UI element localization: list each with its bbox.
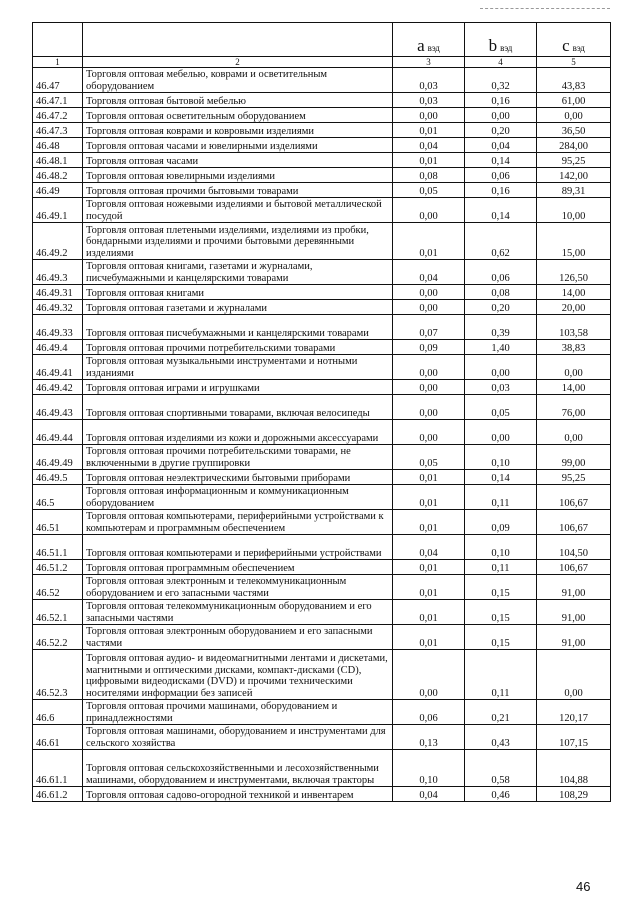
table-row: [33, 260, 611, 285]
row-name: Торговля оптовая часами: [83, 153, 393, 168]
header-b-var: b: [488, 35, 498, 55]
row-b-value: 0,10: [465, 445, 537, 470]
row-a-value: 0,09: [393, 340, 465, 355]
row-a-value: 0,06: [393, 700, 465, 725]
column-index-3: 3: [393, 57, 465, 68]
row-a-value: 0,08: [393, 168, 465, 183]
table-row: [33, 183, 611, 198]
row-b-value: 0,21: [465, 700, 537, 725]
row-a-value: 0,01: [393, 600, 465, 625]
table-row: [33, 300, 611, 315]
row-a-value: 0,00: [393, 380, 465, 395]
row-a-value: 0,00: [393, 198, 465, 223]
row-a-value: 0,00: [393, 355, 465, 380]
row-c-value: 95,25: [537, 470, 611, 485]
row-name: Торговля оптовая прочими бытовыми товарами: [83, 183, 393, 198]
row-b-value: 0,05: [465, 395, 537, 420]
row-name: Торговля оптовая бытовой мебелью: [83, 93, 393, 108]
column-index-5: 5: [537, 57, 611, 68]
row-b-value: 0,62: [465, 223, 537, 260]
row-a-value: 0,01: [393, 485, 465, 510]
row-a-value: 0,05: [393, 183, 465, 198]
table-row: [33, 700, 611, 725]
row-c-value: 38,83: [537, 340, 611, 355]
row-c-value: 99,00: [537, 445, 611, 470]
table-row: [33, 285, 611, 300]
row-c-value: 104,88: [537, 750, 611, 787]
row-code: 46.47.3: [33, 123, 83, 138]
row-b-value: 0,32: [465, 68, 537, 93]
row-a-value: 0,00: [393, 650, 465, 700]
table-row: [33, 380, 611, 395]
table-row: [33, 138, 611, 153]
row-name: Торговля оптовая писчебумажными и канцелярскими товарами: [83, 315, 393, 340]
column-index-row: [33, 57, 611, 68]
table-row: [33, 168, 611, 183]
table-row: [33, 340, 611, 355]
row-c-value: 10,00: [537, 198, 611, 223]
row-c-value: 0,00: [537, 420, 611, 445]
row-a-value: 0,01: [393, 223, 465, 260]
row-code: 46.47: [33, 68, 83, 93]
table-row: [33, 600, 611, 625]
row-c-value: 108,29: [537, 787, 611, 802]
row-name: Торговля оптовая машинами, оборудованием и инструментами для сельского хозяйства: [83, 725, 393, 750]
row-a-value: 0,00: [393, 285, 465, 300]
table-row: [33, 470, 611, 485]
row-code: 46.49.5: [33, 470, 83, 485]
row-b-value: 0,11: [465, 560, 537, 575]
row-name: Торговля оптовая книгами, газетами и журналами, писчебумажными и канцелярскими товарами: [83, 260, 393, 285]
row-name: Торговля оптовая компьютерами, периферийными устройствами к компьютерам и программным обеспечением: [83, 510, 393, 535]
table-row: [33, 445, 611, 470]
row-b-value: 0,03: [465, 380, 537, 395]
row-code: 46.49.42: [33, 380, 83, 395]
row-c-value: 14,00: [537, 380, 611, 395]
row-code: 46.48.2: [33, 168, 83, 183]
row-b-value: 1,40: [465, 340, 537, 355]
row-a-value: 0,01: [393, 153, 465, 168]
header-c-cell: [537, 23, 611, 57]
row-c-value: 106,67: [537, 560, 611, 575]
row-a-value: 0,04: [393, 535, 465, 560]
row-code: 46.49.32: [33, 300, 83, 315]
row-name: Торговля оптовая изделиями из кожи и дорожными аксессуарами: [83, 420, 393, 445]
row-code: 46.49.44: [33, 420, 83, 445]
row-code: 46.49.4: [33, 340, 83, 355]
row-code: 46.49.2: [33, 223, 83, 260]
row-a-value: 0,01: [393, 470, 465, 485]
table-row: [33, 153, 611, 168]
row-b-value: 0,06: [465, 168, 537, 183]
column-index-2: 2: [83, 57, 393, 68]
row-code: 46.51: [33, 510, 83, 535]
row-c-value: 0,00: [537, 355, 611, 380]
row-name: Торговля оптовая телекоммуникационным оборудованием и его запасными частями: [83, 600, 393, 625]
table-row: [33, 560, 611, 575]
row-name: Торговля оптовая плетеными изделиями, изделиями из пробки, бондарными изделиями и прочими бытовыми деревянными изделиями: [83, 223, 393, 260]
row-c-value: 43,83: [537, 68, 611, 93]
row-name: Торговля оптовая информационным и коммуникационным оборудованием: [83, 485, 393, 510]
row-b-value: 0,08: [465, 285, 537, 300]
row-c-value: 76,00: [537, 395, 611, 420]
row-code: 46.52.3: [33, 650, 83, 700]
row-a-value: 0,01: [393, 575, 465, 600]
row-c-value: 284,00: [537, 138, 611, 153]
header-c-var: c: [562, 35, 570, 55]
row-a-value: 0,00: [393, 300, 465, 315]
row-code: 46.49.31: [33, 285, 83, 300]
row-b-value: 0,11: [465, 485, 537, 510]
row-name: Торговля оптовая книгами: [83, 285, 393, 300]
row-c-value: 104,50: [537, 535, 611, 560]
row-c-value: 0,00: [537, 650, 611, 700]
row-a-value: 0,13: [393, 725, 465, 750]
row-name: Торговля оптовая осветительным оборудованием: [83, 108, 393, 123]
row-name: Торговля оптовая аудио- и видеомагнитными лентами и дискетами, магнитными и оптическими дисками, компакт-дисками (CD), цифровыми видеодисками (DVD) и прочими техническими носителями информации без записей: [83, 650, 393, 700]
row-code: 46.48.1: [33, 153, 83, 168]
row-b-value: 0,15: [465, 625, 537, 650]
row-code: 46.47.1: [33, 93, 83, 108]
row-b-value: 0,14: [465, 470, 537, 485]
row-name: Торговля оптовая компьютерами и периферийными устройствами: [83, 535, 393, 560]
header-name-cell: [83, 23, 393, 57]
row-code: 46.49.49: [33, 445, 83, 470]
table-row: [33, 650, 611, 700]
row-name: Торговля оптовая прочими машинами, оборудованием и принадлежностями: [83, 700, 393, 725]
row-c-value: 120,17: [537, 700, 611, 725]
table-row: [33, 223, 611, 260]
row-b-value: 0,00: [465, 108, 537, 123]
row-name: Торговля оптовая ювелирными изделиями: [83, 168, 393, 183]
row-b-value: 0,09: [465, 510, 537, 535]
row-name: Торговля оптовая неэлектрическими бытовыми приборами: [83, 470, 393, 485]
row-b-value: 0,20: [465, 123, 537, 138]
row-code: 46.49.43: [33, 395, 83, 420]
row-c-value: 126,50: [537, 260, 611, 285]
row-c-value: 36,50: [537, 123, 611, 138]
row-b-value: 0,39: [465, 315, 537, 340]
table-row: [33, 315, 611, 340]
row-a-value: 0,07: [393, 315, 465, 340]
row-name: Торговля оптовая прочими потребительскими товарами, не включенными в другие группировки: [83, 445, 393, 470]
row-c-value: 91,00: [537, 600, 611, 625]
row-b-value: 0,16: [465, 183, 537, 198]
row-b-value: 0,00: [465, 355, 537, 380]
row-a-value: 0,00: [393, 420, 465, 445]
header-a-cell: [393, 23, 465, 57]
row-c-value: 103,58: [537, 315, 611, 340]
table-row: [33, 395, 611, 420]
table-row: [33, 485, 611, 510]
row-c-value: 91,00: [537, 625, 611, 650]
row-name: Торговля оптовая садово-огородной техникой и инвентарем: [83, 787, 393, 802]
row-a-value: 0,01: [393, 510, 465, 535]
header-c-sub: вэд: [572, 42, 585, 53]
row-code: 46.61.1: [33, 750, 83, 787]
row-name: Торговля оптовая газетами и журналами: [83, 300, 393, 315]
row-a-value: 0,00: [393, 395, 465, 420]
row-name: Торговля оптовая электронным оборудованием и его запасными частями: [83, 625, 393, 650]
row-name: Торговля оптовая мебелью, коврами и осветительным оборудованием: [83, 68, 393, 93]
row-a-value: 0,10: [393, 750, 465, 787]
row-b-value: 0,06: [465, 260, 537, 285]
row-a-value: 0,03: [393, 93, 465, 108]
table-row: [33, 750, 611, 787]
table-row: [33, 93, 611, 108]
row-c-value: 106,67: [537, 510, 611, 535]
table-row: [33, 535, 611, 560]
row-c-value: 89,31: [537, 183, 611, 198]
table-row: [33, 510, 611, 535]
row-c-value: 20,00: [537, 300, 611, 315]
row-name: Торговля оптовая ножевыми изделиями и бытовой металлической посудой: [83, 198, 393, 223]
row-c-value: 142,00: [537, 168, 611, 183]
row-code: 46.47.2: [33, 108, 83, 123]
row-a-value: 0,05: [393, 445, 465, 470]
row-a-value: 0,04: [393, 787, 465, 802]
row-code: 46.61: [33, 725, 83, 750]
table-row: [33, 355, 611, 380]
row-code: 46.6: [33, 700, 83, 725]
row-a-value: 0,01: [393, 625, 465, 650]
row-b-value: 0,15: [465, 575, 537, 600]
row-code: 46.52.2: [33, 625, 83, 650]
row-c-value: 15,00: [537, 223, 611, 260]
row-c-value: 107,15: [537, 725, 611, 750]
row-name: Торговля оптовая сельскохозяйственными и лесохозяйственными машинами, оборудованием и инструментами, включая тракторы: [83, 750, 393, 787]
row-name: Торговля оптовая программным обеспечением: [83, 560, 393, 575]
row-code: 46.52.1: [33, 600, 83, 625]
row-name: Торговля оптовая часами и ювелирными изделиями: [83, 138, 393, 153]
row-code: 46.49.41: [33, 355, 83, 380]
row-code: 46.49.33: [33, 315, 83, 340]
row-code: 46.61.2: [33, 787, 83, 802]
row-code: 46.51.1: [33, 535, 83, 560]
row-name: Торговля оптовая музыкальными инструментами и нотными изданиями: [83, 355, 393, 380]
row-a-value: 0,04: [393, 260, 465, 285]
table-row: [33, 123, 611, 138]
row-b-value: 0,14: [465, 153, 537, 168]
table-row: [33, 787, 611, 802]
column-index-4: 4: [465, 57, 537, 68]
row-b-value: 0,04: [465, 138, 537, 153]
header-b-cell: [465, 23, 537, 57]
table-row: [33, 725, 611, 750]
row-c-value: 95,25: [537, 153, 611, 168]
row-a-value: 0,04: [393, 138, 465, 153]
row-b-value: 0,10: [465, 535, 537, 560]
header-b-sub: вэд: [500, 42, 513, 53]
row-c-value: 106,67: [537, 485, 611, 510]
row-b-value: 0,58: [465, 750, 537, 787]
row-code: 46.52: [33, 575, 83, 600]
row-b-value: 0,46: [465, 787, 537, 802]
header-code-cell: [33, 23, 83, 57]
row-c-value: 14,00: [537, 285, 611, 300]
header-a-sub: вэд: [427, 42, 440, 53]
page-number: 46: [576, 879, 591, 894]
row-c-value: 61,00: [537, 93, 611, 108]
table-row: [33, 625, 611, 650]
table-row: [33, 575, 611, 600]
row-b-value: 0,11: [465, 650, 537, 700]
header-a-var: a: [417, 35, 425, 55]
row-b-value: 0,14: [465, 198, 537, 223]
table-row: [33, 198, 611, 223]
row-b-value: 0,15: [465, 600, 537, 625]
table-row: [33, 68, 611, 93]
scan-artifact-line: [480, 8, 610, 9]
coefficients-table: [32, 22, 611, 802]
row-name: Торговля оптовая играми и игрушками: [83, 380, 393, 395]
row-c-value: 0,00: [537, 108, 611, 123]
row-a-value: 0,01: [393, 560, 465, 575]
header-row: [33, 23, 611, 57]
row-b-value: 0,20: [465, 300, 537, 315]
row-code: 46.49.1: [33, 198, 83, 223]
table-row: [33, 108, 611, 123]
row-code: 46.48: [33, 138, 83, 153]
column-index-1: 1: [33, 57, 83, 68]
row-b-value: 0,43: [465, 725, 537, 750]
row-name: Торговля оптовая коврами и ковровыми изделиями: [83, 123, 393, 138]
row-code: 46.5: [33, 485, 83, 510]
row-code: 46.49.3: [33, 260, 83, 285]
row-code: 46.51.2: [33, 560, 83, 575]
row-code: 46.49: [33, 183, 83, 198]
row-name: Торговля оптовая прочими потребительскими товарами: [83, 340, 393, 355]
row-name: Торговля оптовая электронным и телекоммуникационным оборудованием и его запасными частями: [83, 575, 393, 600]
row-b-value: 0,00: [465, 420, 537, 445]
row-a-value: 0,03: [393, 68, 465, 93]
table-row: [33, 420, 611, 445]
row-name: Торговля оптовая спортивными товарами, включая велосипеды: [83, 395, 393, 420]
row-b-value: 0,16: [465, 93, 537, 108]
row-c-value: 91,00: [537, 575, 611, 600]
row-a-value: 0,01: [393, 123, 465, 138]
row-a-value: 0,00: [393, 108, 465, 123]
